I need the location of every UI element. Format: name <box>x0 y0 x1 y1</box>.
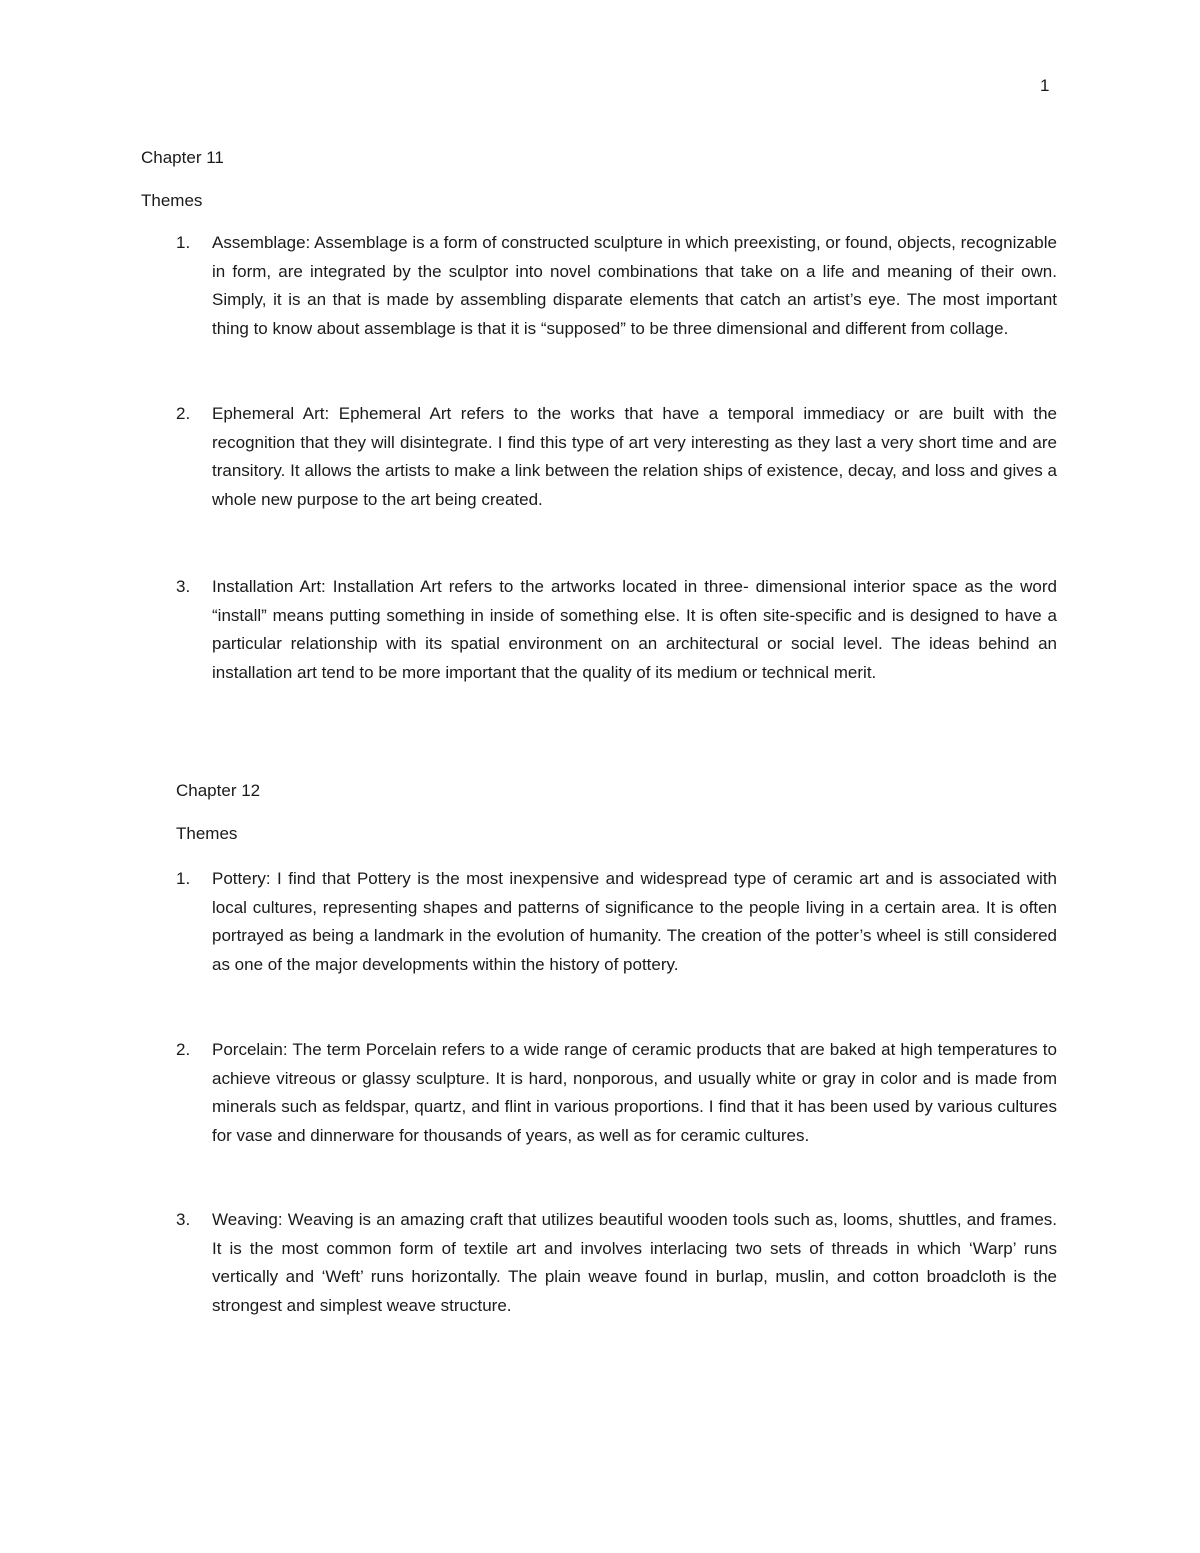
chapter-12-item-3 <box>176 1206 1057 1320</box>
item-number: 3. <box>176 1210 191 1229</box>
page-number: 1 <box>1040 76 1050 95</box>
chapter-12-item-2 <box>176 1036 1057 1150</box>
item-number: 2. <box>176 1040 191 1059</box>
item-text: Porcelain: The term Porcelain refers to a wide range of ceramic products that are baked at high temperatures to achieve vitreous or glassy sculpture. It is hard, nonporous, and usually white or gray in color and is made from minerals such as feldspar, quartz, and flint in various proportions. I find that it has been used by various cultures for vase and dinnerware for thousands of years, as well as for ceramic cultures. <box>212 1040 1057 1145</box>
item-text: Ephemeral Art: Ephemeral Art refers to the works that have a temporal immediacy or are built with the recognition that they will disintegrate. I find this type of art very interesting as they last a very short time and are transitory. It allows the artists to make a link between the relation ships of existence, decay, and loss and gives a whole new purpose to the art being created. <box>212 404 1057 509</box>
chapter-11-item-2 <box>176 400 1057 514</box>
chapter-12-item-1 <box>176 865 1057 979</box>
item-text: Assemblage: Assemblage is a form of constructed sculpture in which preexisting, or found, objects, recognizable in form, are integrated by the sculptor into novel combinations that take on a life and meaning of their own. Simply, it is an that is made by assembling disparate elements that catch an artist’s eye. The most important thing to know about assemblage is that it is “supposed” to be three dimensional and different from collage. <box>212 233 1057 338</box>
chapter-11-title: Chapter 11 <box>141 148 224 167</box>
chapter-11-item-3 <box>176 573 1057 687</box>
item-number: 1. <box>176 869 191 888</box>
chapter-12-title: Chapter 12 <box>176 781 261 800</box>
item-text: Pottery: I find that Pottery is the most inexpensive and widespread type of ceramic art and is associated with local cultures, representing shapes and patterns of significance to the people living in a certain area. It is often portrayed as being a landmark in the evolution of humanity. The creation of the potter’s wheel is still considered as one of the major developments within the history of pottery. <box>212 869 1057 974</box>
item-text: Installation Art: Installation Art refers to the artworks located in three- dimensional interior space as the word “install” means putting something in inside of something else. It is often site-specific and is designed to have a particular relationship with its spatial environment on an architectural or social level. The ideas behind an installation art tend to be more important that the quality of its medium or technical merit. <box>212 577 1057 682</box>
item-number: 3. <box>176 577 191 596</box>
item-text: Weaving: Weaving is an amazing craft that utilizes beautiful wooden tools such as, looms, shuttles, and frames. It is the most common form of textile art and involves interlacing two sets of threads in which ‘Warp’ runs vertically and ‘Weft’ runs horizontally. The plain weave found in burlap, muslin, and cotton broadcloth is the strongest and simplest weave structure. <box>212 1210 1057 1315</box>
chapter-12-subtitle: Themes <box>176 824 238 843</box>
item-number: 1. <box>176 233 191 252</box>
chapter-11-item-1 <box>176 229 1057 343</box>
chapter-11-subtitle: Themes <box>141 191 203 210</box>
item-number: 2. <box>176 404 191 423</box>
